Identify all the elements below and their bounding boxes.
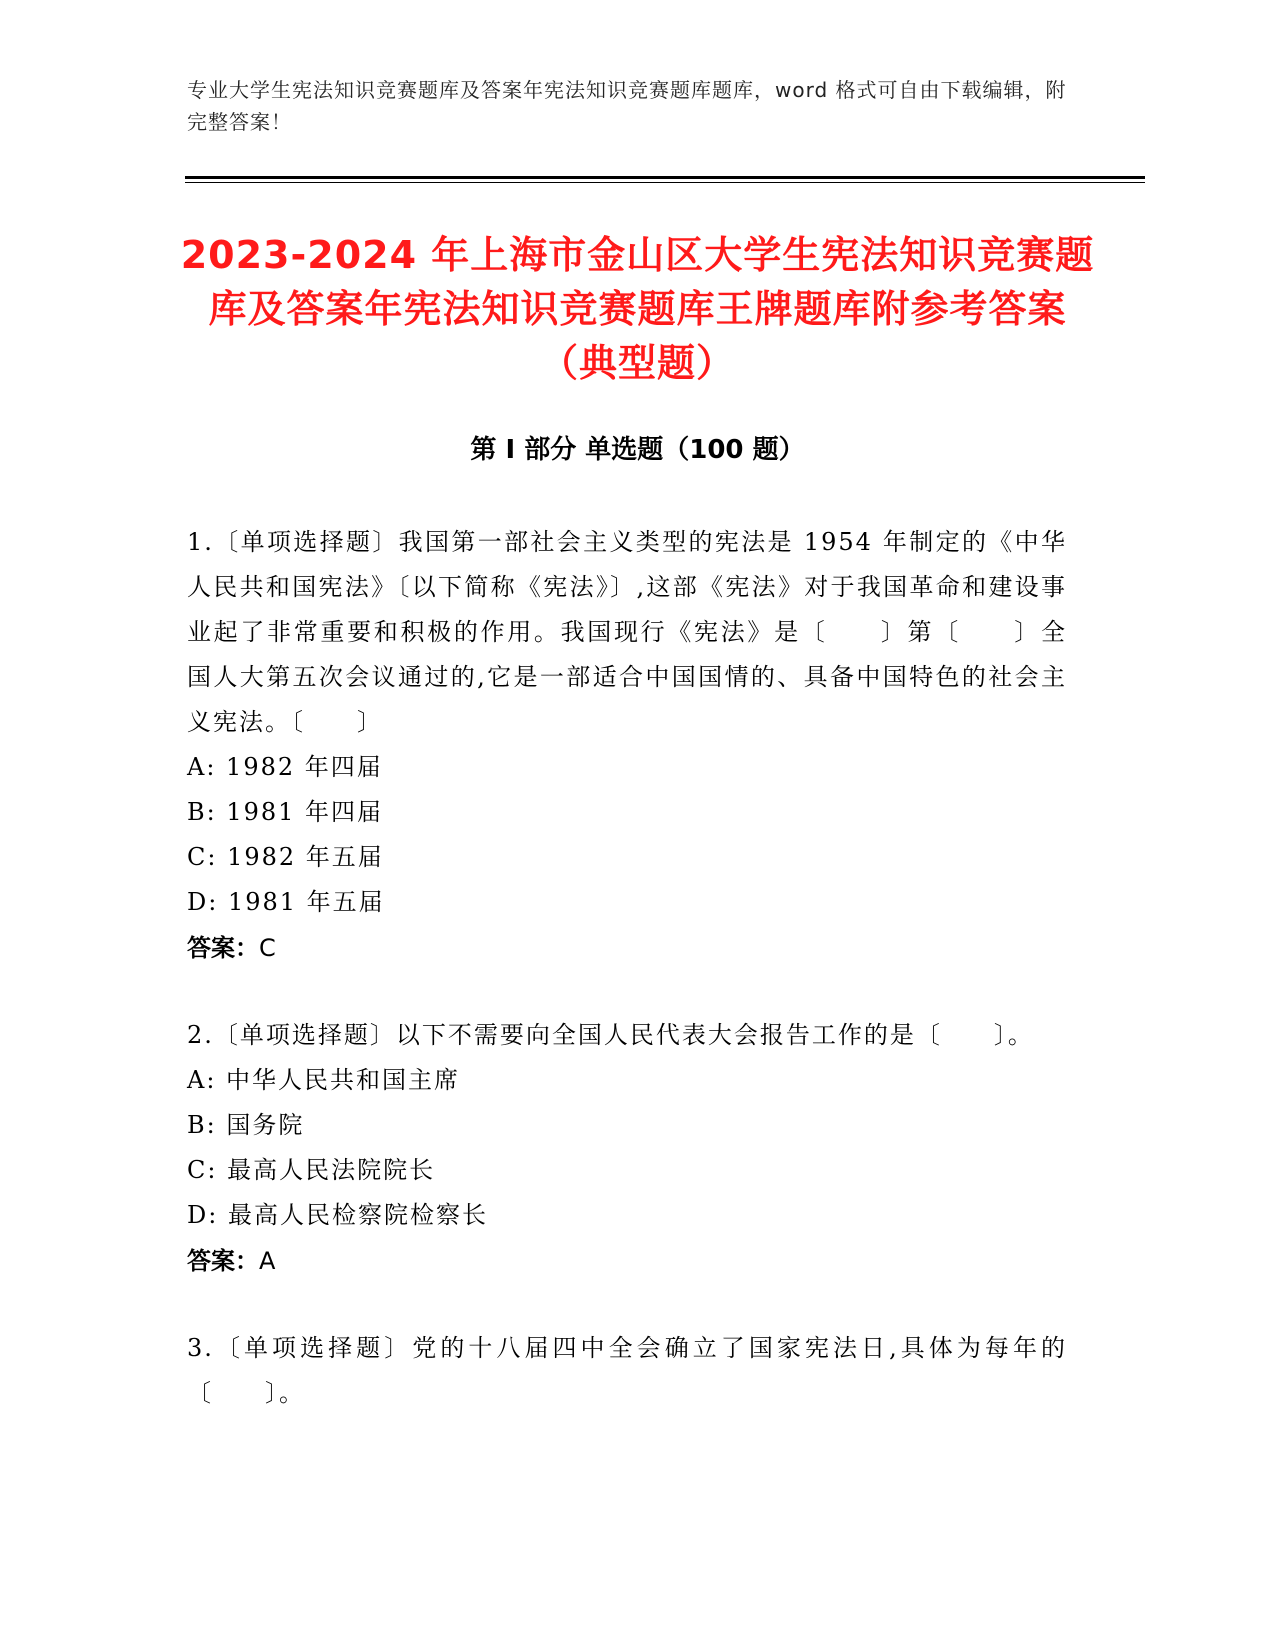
option-d: D: 最高人民检察院检察长	[187, 1201, 488, 1229]
question-text: 3.〔单项选择题〕党的十八届四中全会确立了国家宪法日,具体为每年的〔 〕。	[187, 1334, 1067, 1407]
question-3	[187, 1326, 1067, 1416]
question-text: 1.〔单项选择题〕我国第一部社会主义类型的宪法是 1954 年制定的《中华人民共和国宪法》〔以下简称《宪法》〕,这部《宪法》对于我国革命和建设事业起了非常重要和积极的作用。我国现行《宪法》是〔 〕第〔 〕全国人大第五次会议通过的,它是一部适合中国国情的、具备中国特色的社会主义宪法。〔 〕	[187, 528, 1067, 736]
answer-line	[187, 925, 1067, 971]
question-1	[187, 520, 1067, 971]
option-a: A: 1982 年四届	[187, 753, 383, 781]
question-2	[187, 1013, 1067, 1284]
header-divider-thin	[185, 182, 1145, 183]
header-divider-thick	[185, 176, 1145, 179]
header-note: 专业大学生宪法知识竞赛题库及答案年宪法知识竞赛题库题库，word 格式可自由下载编辑，附完整答案！	[187, 78, 1067, 134]
document-title: 2023-2024 年上海市金山区大学生宪法知识竞赛题库及答案年宪法知识竞赛题库王牌题库附参考答案（典型题）	[180, 233, 1095, 385]
question-list	[187, 520, 1067, 1458]
option-c: C: 最高人民法院院长	[187, 1156, 436, 1184]
section-title: 第 I 部分 单选题（100 题）	[470, 435, 805, 465]
option-d: D: 1981 年五届	[187, 888, 385, 916]
answer-label: 答案：	[187, 934, 259, 962]
answer-label: 答案：	[187, 1247, 259, 1275]
option-a: A: 中华人民共和国主席	[187, 1066, 461, 1094]
option-c: C: 1982 年五届	[187, 843, 384, 871]
answer-line	[187, 1238, 1067, 1284]
option-b: B: 1981 年四届	[187, 798, 384, 826]
answer-value: C	[259, 934, 276, 962]
question-text: 2.〔单项选择题〕以下不需要向全国人民代表大会报告工作的是〔 〕。	[187, 1021, 1034, 1049]
answer-value: A	[259, 1247, 276, 1275]
option-b: B: 国务院	[187, 1111, 305, 1139]
